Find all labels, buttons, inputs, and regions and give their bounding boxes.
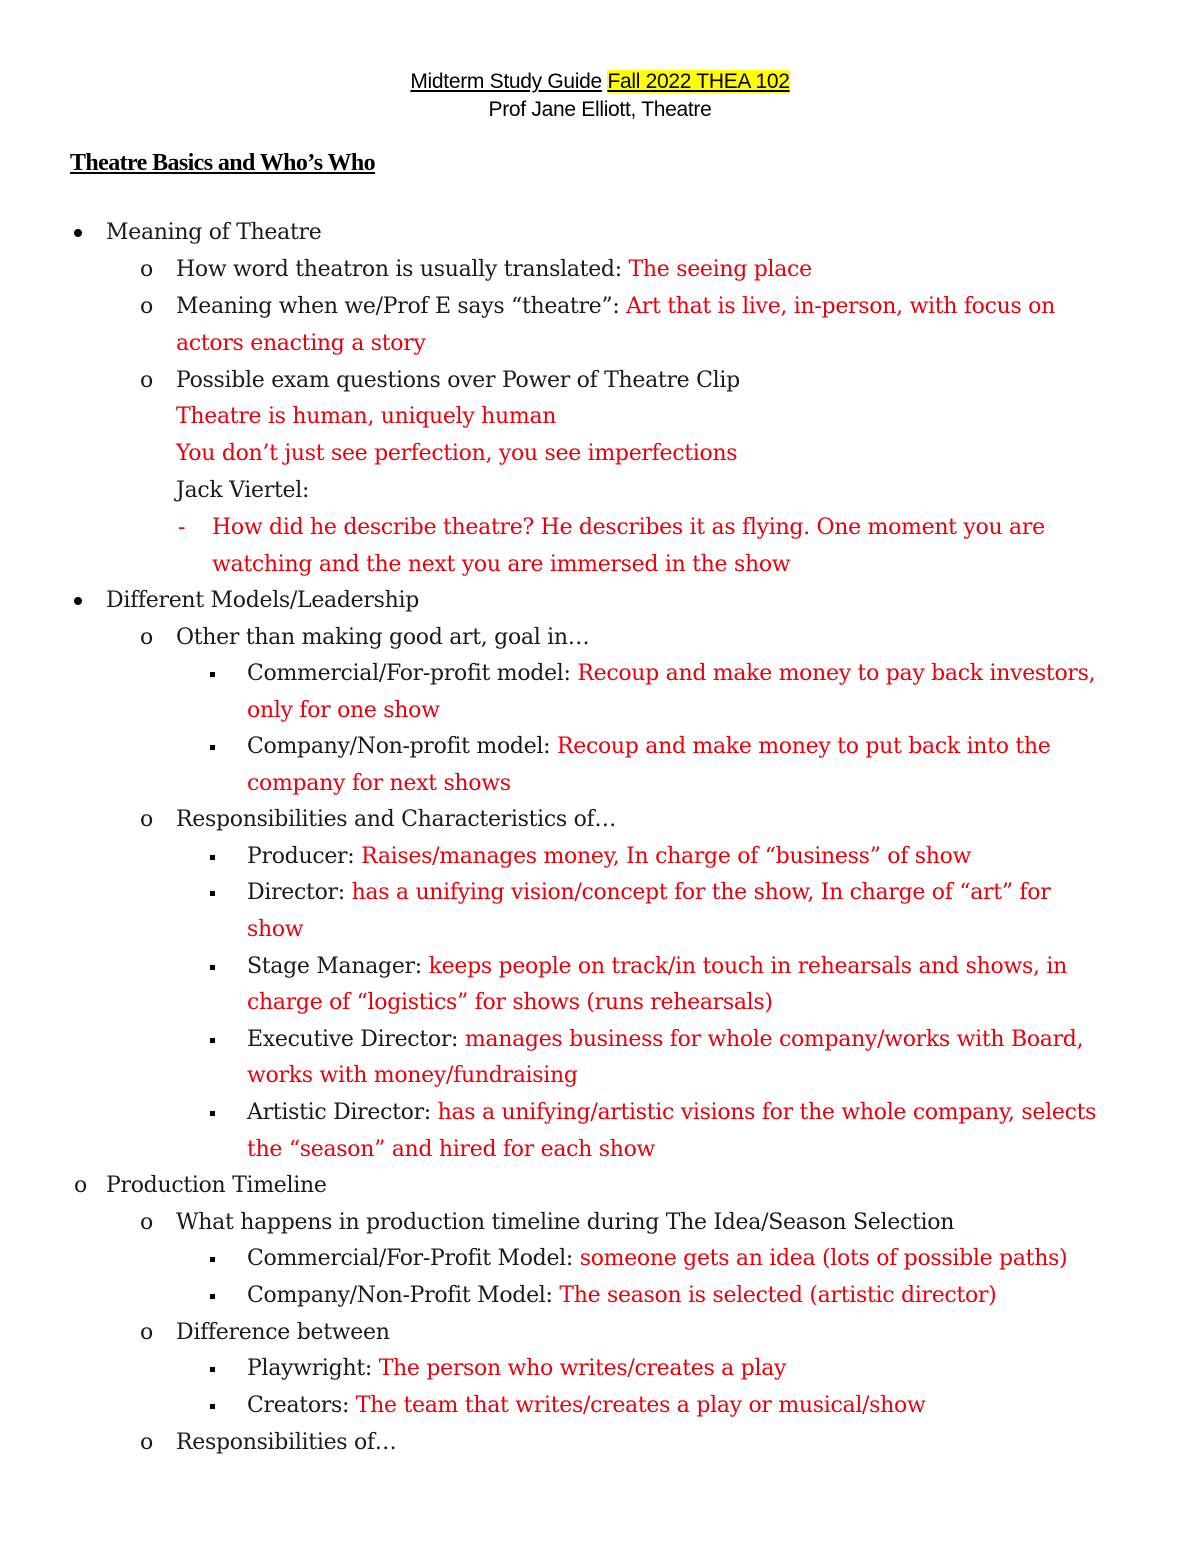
sub-marker: o	[140, 1210, 153, 1235]
square-bullet-icon	[210, 874, 215, 911]
item-label: Production Timeline	[106, 1173, 327, 1198]
item-label: Playwright:	[247, 1356, 372, 1381]
list-item	[0, 801, 1200, 838]
item-label: Stage Manager:	[247, 954, 422, 979]
continuation-line	[0, 911, 1200, 948]
item-answer: You don’t just see perfection, you see imperfections	[176, 441, 738, 466]
continuation-line	[0, 692, 1200, 729]
item-answer: works with money/fundraising	[247, 1063, 578, 1088]
continuation-line	[0, 435, 1200, 472]
list-item	[0, 1167, 1200, 1204]
sub-marker: o	[140, 807, 153, 832]
square-bullet-icon	[210, 948, 215, 985]
list-item	[0, 288, 1200, 325]
list-item	[0, 251, 1200, 288]
list-item	[0, 1424, 1200, 1461]
item-answer: the “season” and hired for each show	[247, 1137, 656, 1162]
square-bullet-icon	[210, 1387, 215, 1424]
item-answer: The season is selected (artistic director)	[559, 1283, 997, 1308]
list-item	[0, 874, 1200, 911]
item-label: Difference between	[176, 1320, 390, 1345]
item-label: Meaning when we/Prof E says “theatre”:	[176, 294, 620, 319]
item-text	[247, 874, 1050, 911]
square-bullet-icon	[210, 1094, 215, 1131]
square-bullet-icon	[210, 655, 215, 692]
continuation-line	[0, 398, 1200, 435]
list-item	[0, 1204, 1200, 1241]
item-text	[247, 1277, 996, 1314]
item-answer: Raises/manages money, In charge of “business” of show	[361, 844, 972, 869]
list-item	[0, 509, 1200, 546]
item-answer: The person who writes/creates a play	[378, 1356, 787, 1381]
item-label: Commercial/For-profit model:	[247, 661, 571, 686]
item-answer: Theatre is human, uniquely human	[176, 404, 557, 429]
list-item	[0, 1021, 1200, 1058]
square-bullet-icon	[210, 838, 215, 875]
item-label: Meaning of Theatre	[106, 220, 322, 245]
item-text	[247, 1387, 926, 1424]
item-text	[247, 1350, 786, 1387]
sub-marker: o	[140, 1320, 153, 1345]
item-label: Director:	[247, 880, 345, 905]
title-text: Midterm Study Guide	[410, 70, 602, 93]
list-item	[0, 1350, 1200, 1387]
square-bullet-icon	[210, 1277, 215, 1314]
item-answer: The team that writes/creates a play or musical/show	[355, 1393, 926, 1418]
item-answer: manages business for whole company/works with Board,	[464, 1027, 1084, 1052]
item-answer: show	[247, 917, 304, 942]
item-answer: has a unifying vision/concept for the show, In charge of “art” for	[351, 880, 1051, 905]
continuation-line	[0, 1131, 1200, 1168]
square-bullet-icon	[210, 1240, 215, 1277]
item-label: Possible exam questions over Power of Theatre Clip	[176, 368, 740, 393]
list-item	[0, 1094, 1200, 1131]
item-label: Responsibilities of…	[176, 1430, 397, 1455]
item-answer: The seeing place	[628, 257, 812, 282]
item-label: Jack Viertel:	[176, 478, 310, 503]
list-item	[0, 948, 1200, 985]
sub-marker: o	[74, 1173, 87, 1198]
item-text	[247, 1094, 1096, 1131]
item-text	[176, 288, 1055, 325]
item-text	[247, 655, 1095, 692]
document-title	[0, 70, 1200, 94]
item-text	[247, 948, 1067, 985]
list-item	[0, 1240, 1200, 1277]
item-answer: company for next shows	[247, 771, 511, 796]
list-item	[0, 619, 1200, 656]
list-item	[0, 1387, 1200, 1424]
item-answer: Recoup and make money to pay back investors,	[577, 661, 1096, 686]
item-answer: How did he describe theatre? He describes it as flying. One moment you are	[212, 515, 1045, 540]
bullet-icon	[74, 582, 82, 619]
list-item	[0, 838, 1200, 875]
item-answer: someone gets an idea (lots of possible paths)	[579, 1246, 1068, 1271]
square-bullet-icon	[210, 1021, 215, 1058]
continuation-line	[0, 1057, 1200, 1094]
item-label: Producer:	[247, 844, 355, 869]
item-answer: Recoup and make money to put back into the	[556, 734, 1051, 759]
item-label: What happens in production timeline during The Idea/Season Selection	[176, 1210, 955, 1235]
section-title: Theatre Basics and Who’s Who	[70, 150, 376, 176]
item-text	[176, 251, 812, 288]
list-item	[0, 582, 1200, 619]
sub-marker: o	[140, 625, 153, 650]
list-item	[0, 362, 1200, 399]
sub-marker: o	[140, 257, 153, 282]
sub-marker: o	[140, 294, 153, 319]
list-item	[0, 214, 1200, 251]
square-bullet-icon	[210, 728, 215, 765]
item-text	[247, 1240, 1067, 1277]
item-label: Company/Non-profit model:	[247, 734, 551, 759]
item-answer: keeps people on track/in touch in rehearsals and shows, in	[428, 954, 1067, 979]
continuation-line	[0, 984, 1200, 1021]
continuation-line	[0, 472, 1200, 509]
item-text	[247, 838, 971, 875]
item-text	[247, 728, 1051, 765]
list-item	[0, 1314, 1200, 1351]
item-label: Executive Director:	[247, 1027, 459, 1052]
item-answer: Art that is live, in-person, with focus on	[626, 294, 1055, 319]
item-label: Other than making good art, goal in…	[176, 625, 590, 650]
item-answer: only for one show	[247, 698, 440, 723]
bullet-icon	[74, 214, 82, 251]
item-answer: actors enacting a story	[176, 331, 426, 356]
item-answer: watching and the next you are immersed in the show	[212, 552, 791, 577]
item-label: Commercial/For-Profit Model:	[247, 1246, 574, 1271]
document-subtitle: Prof Jane Elliott, Theatre	[488, 98, 712, 121]
item-text	[247, 1021, 1083, 1058]
list-item	[0, 728, 1200, 765]
dash-marker: -	[178, 515, 186, 540]
continuation-line	[0, 765, 1200, 802]
item-answer: charge of “logistics” for shows (runs rehearsals)	[247, 990, 773, 1015]
item-label: Responsibilities and Characteristics of…	[176, 807, 617, 832]
title-highlight: Fall 2022 THEA 102	[607, 70, 790, 93]
list-item	[0, 1277, 1200, 1314]
list-item	[0, 655, 1200, 692]
sub-marker: o	[140, 368, 153, 393]
continuation-line	[0, 325, 1200, 362]
item-label: How word theatron is usually translated:	[176, 257, 622, 282]
continuation-line	[0, 546, 1200, 583]
item-label: Creators:	[247, 1393, 350, 1418]
square-bullet-icon	[210, 1350, 215, 1387]
item-label: Company/Non-Profit Model:	[247, 1283, 553, 1308]
item-label: Artistic Director:	[247, 1100, 431, 1125]
item-answer: has a unifying/artistic visions for the whole company, selects	[437, 1100, 1097, 1125]
sub-marker: o	[140, 1430, 153, 1455]
item-label: Different Models/Leadership	[106, 588, 419, 613]
